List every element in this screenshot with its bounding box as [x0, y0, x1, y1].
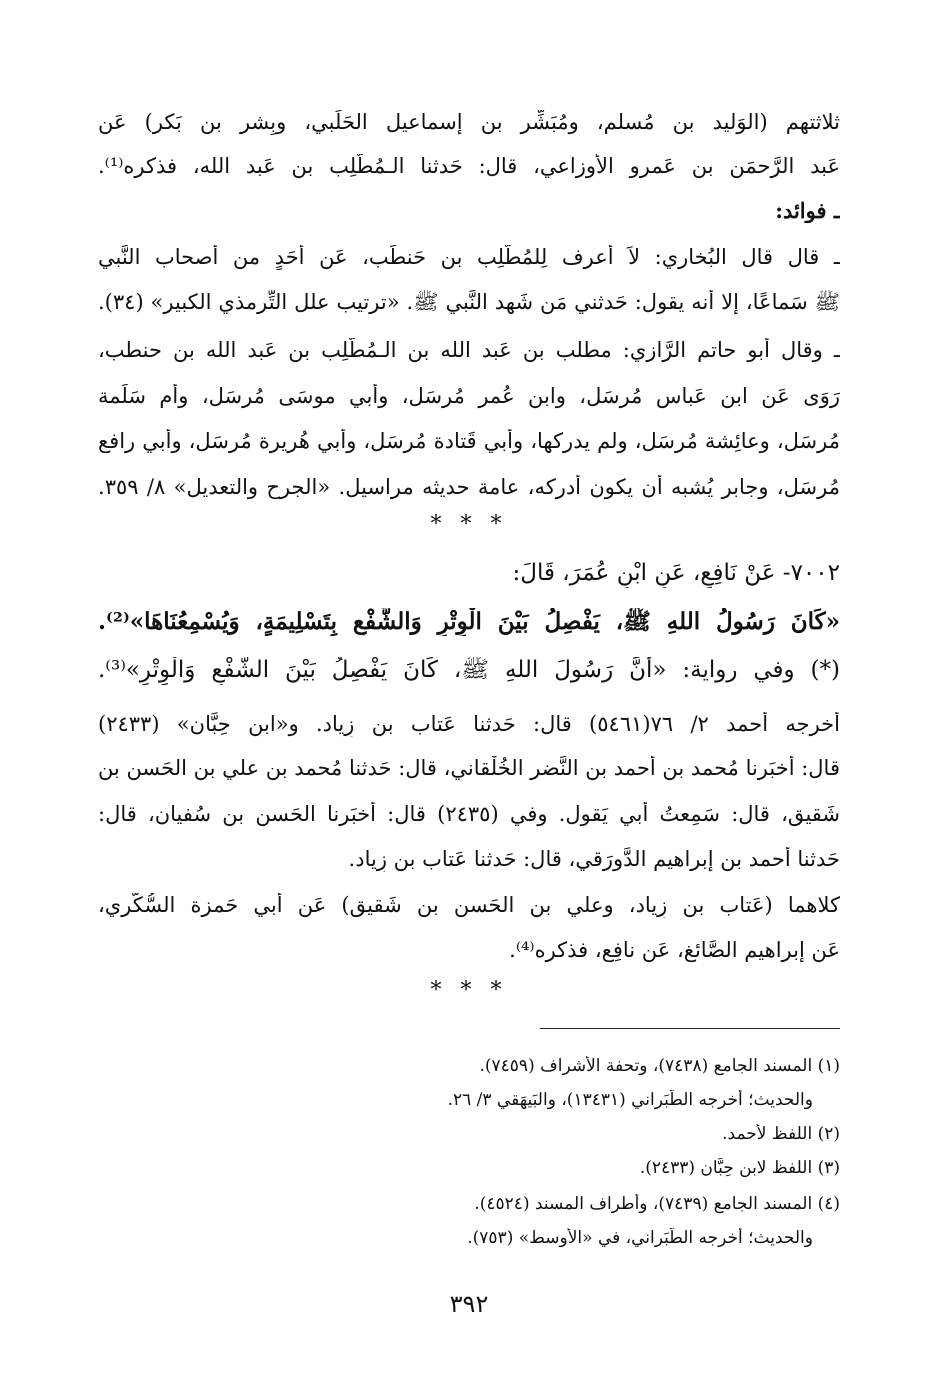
hadith-riwaya: (*) وفي رواية: «أَنَّ رَسُولَ اللهِ ﷺ، كَانَ يَفْصِلُ بَيْنَ الشَّفْعِ وَالْوِتْرِ»⁽³⁾.: [98, 657, 840, 683]
footnote-divider: [540, 1028, 840, 1029]
body-line: عَبد الرَّحمَن بن عَمرو الأَوزاعي، قال: حَدثنا الـمُطَّلِب بن عَبد الله، فذكره⁽¹⁾.: [98, 154, 840, 178]
footnote: (١) المسند الجامع (٧٤٣٨)، وتحفة الأشراف (٧٤٥٩).: [479, 1056, 840, 1076]
section-separator: * * *: [430, 978, 508, 1003]
body-line: ثلاثتهم (الوَليد بن مُسلم، ومُبَشِّر بن إسماعيل الحَلَبي، وبِشر بن بَكر) عَن: [98, 110, 840, 134]
takhrij-line: كلاهما (عَتاب بن زِياد، وعلي بن الحَسن بن شَقيق) عَن أَبي حَمزة السُّكَّري،: [98, 893, 840, 917]
takhrij-line: حَدثنا أَحمد بن إِبراهيم الدَّورَقي، قال: حَدثنا عَتاب بن زِياد.: [348, 847, 840, 871]
footnote: (٢) اللفظ لأَحمد.: [722, 1124, 840, 1144]
footnote: (٣) اللفظ لابن حِبَّان (٢٤٣٣).: [639, 1158, 840, 1178]
footnote: والحديث؛ أخرجه الطَّبَراني، في «الأوسط» (٧٥٣).: [467, 1228, 813, 1248]
hadith-heading: ٧٠٠٢- عَنْ نَافِعٍ، عَنِ ابْنِ عُمَرَ، قَالَ:: [512, 560, 840, 586]
benefits-heading: ـ فوائد:: [775, 198, 840, 223]
body-line: مُرسَل، وعائِشة مُرسَل، ولم يدركها، وأَبي قَتادة مُرسَل، وأَبي هُريرة مُرسَل، وأَبي رافع: [98, 429, 840, 453]
body-line: ـ وقال أَبو حاتم الرَّازي: مطلب بن عَبد الله بن الـمُطَّلِب بن عَبد الله بن حنطب،: [98, 338, 840, 362]
takhrij-line: أخرجه أحمد ٢/ ٧٦(٥٤٦١) قال: حَدثنا عَتاب بن زِياد. و«ابن حِبَّان» (٢٤٣٣): [98, 712, 840, 736]
body-line: ـ قال قال البُخاري: لاَ أَعرف لِلمُطَّلِب بن حَنطَب، عَن أَحَدٍ من أَصحاب النَّبي: [98, 245, 840, 269]
footnote: والحديث؛ أخرجه الطَّبَراني (١٣٤٣١)، والبَيهَقي ٣/ ٢٦.: [447, 1090, 813, 1110]
hadith-text: «كَانَ رَسُولُ اللهِ ﷺ، يَفْصِلُ بَيْنَ الْوِتْرِ وَالشَّفْعِ بِتَسْلِيمَةٍ، وَيُسْمِعُنَاهَا»⁽²⁾.: [98, 608, 840, 635]
page-number: ٣٩٢: [449, 1290, 489, 1318]
body-line: مُرسَل، وجابر يُشبه أَن يكون أَدركه، عامة حديثه مراسيل. «الجرح والتعديل» ٨/ ٣٥٩.: [98, 475, 840, 499]
footnote: (٤) المسند الجامع (٧٤٣٩)، وأطراف المسند (٤٥٢٤).: [474, 1194, 840, 1214]
takhrij-line: شَقيق، قال: سَمِعتُ أَبي يَقول. وفي (٢٤٣٥) قال: أَخبَرنا الحَسن بن سُفيان، قال:: [98, 802, 840, 826]
takhrij-line: قال: أَخبَرنا مُحمد بن أَحمد بن النَّضر الخُلْقاني، قال: حَدثنا مُحمد بن علي بن الحَسن بن: [98, 756, 840, 780]
body-line: رَوَى عَن ابن عَباس مُرسَل، وابن عُمر مُرسَل، وأَبي موسَى مُرسَل، وأُم سَلَمة: [98, 384, 840, 408]
body-line: ﷺ سَماعًا، إِلا أنه يقول: حَدثني مَن شَهد النَّبي ﷺ. «ترتيب علل التِّرمذي الكبير» (٣٤).: [98, 290, 840, 314]
section-separator: * * *: [430, 512, 508, 537]
takhrij-line: عَن إِبراهيم الصَّائغ، عَن نافِع، فذكره⁽⁴⁾.: [509, 938, 840, 962]
